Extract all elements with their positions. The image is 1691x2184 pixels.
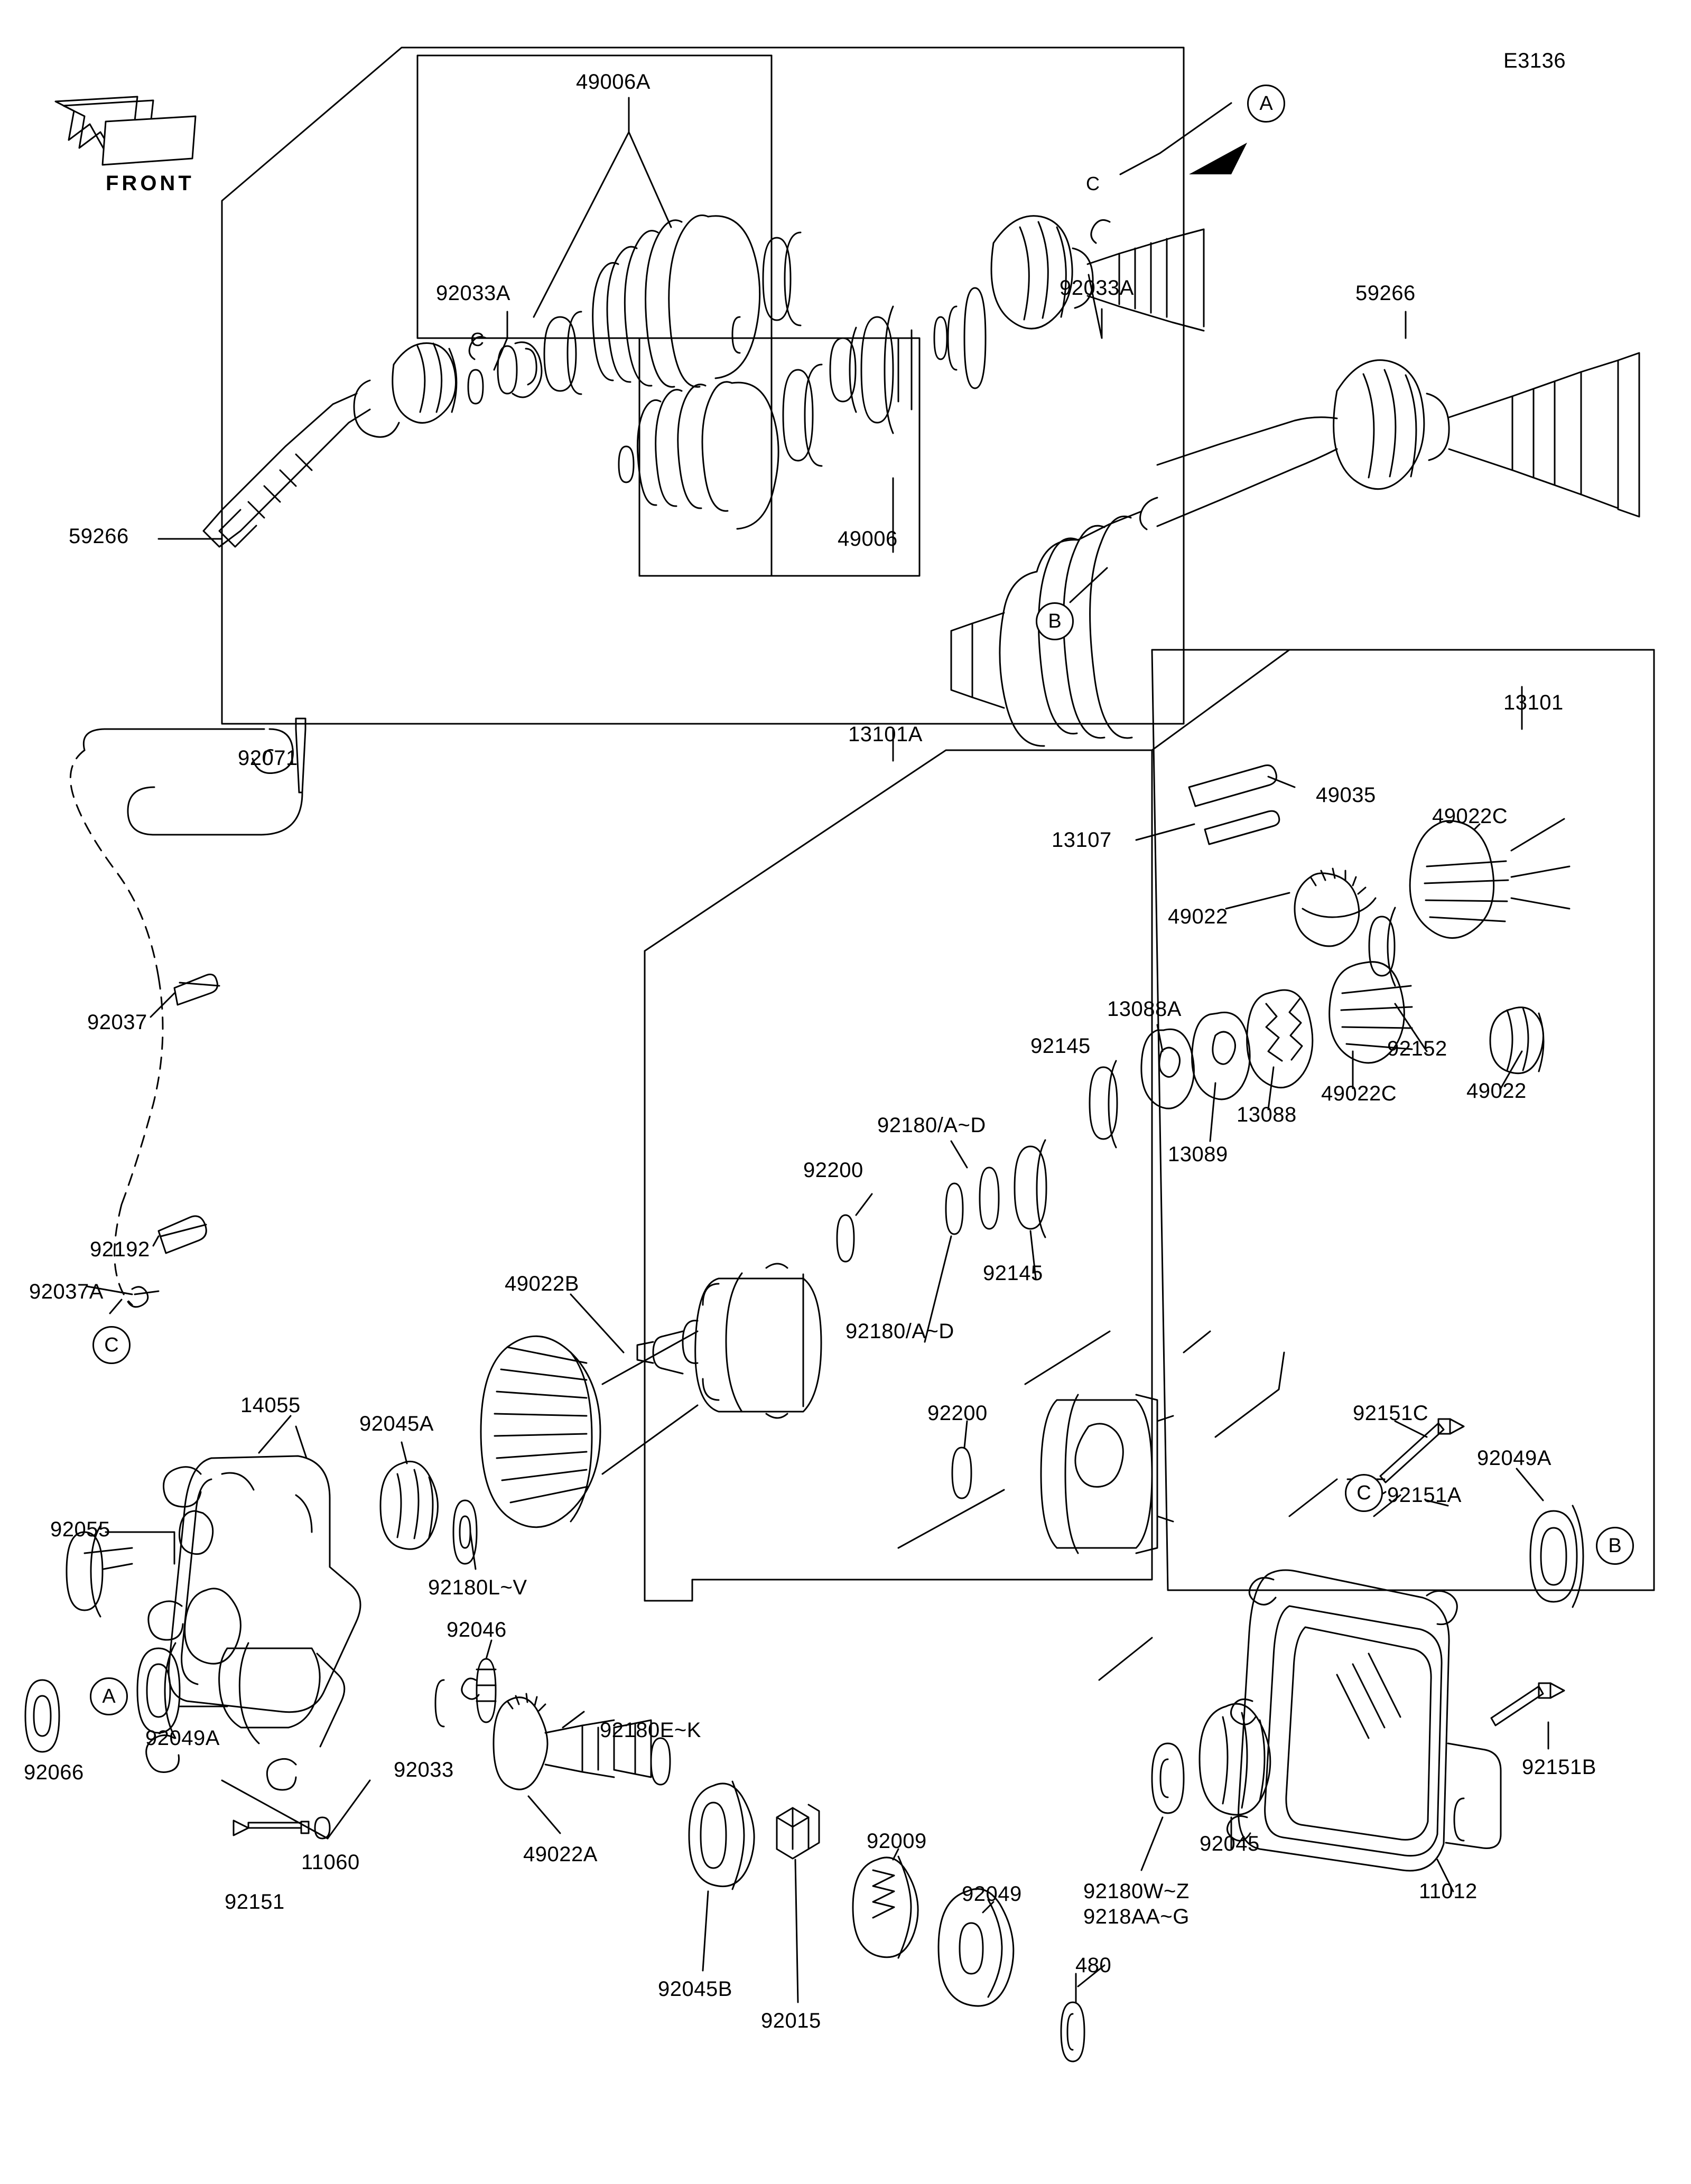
- part-callout-13088A: 13088A: [1107, 997, 1182, 1021]
- part-callout-13107: 13107: [1052, 828, 1112, 852]
- part-callout-92180AD-upper: 92180/A~D: [877, 1114, 986, 1137]
- part-callout-92049A-right: 92049A: [1477, 1446, 1551, 1470]
- part-callout-11060: 11060: [301, 1851, 360, 1874]
- part-callout-92045A: 92045A: [359, 1412, 434, 1435]
- part-callout-92033A-left: 92033A: [436, 282, 510, 305]
- reference-marker-b-right: B: [1596, 1527, 1634, 1565]
- part-callout-49006A: 49006A: [576, 70, 651, 94]
- part-callout-92037: 92037: [87, 1011, 147, 1034]
- clip-marker-c-right: C: [1086, 173, 1100, 194]
- reference-marker-a-top: A: [1247, 85, 1285, 123]
- part-callout-92151C: 92151C: [1353, 1402, 1429, 1425]
- part-callout-49022A: 49022A: [523, 1843, 598, 1866]
- part-callout-49006: 49006: [838, 527, 898, 550]
- part-callout-92145-lower: 92145: [983, 1262, 1043, 1285]
- part-callout-92192: 92192: [90, 1238, 150, 1261]
- reference-marker-a-bottom: A: [90, 1677, 128, 1715]
- reference-marker-b-top: B: [1036, 602, 1074, 640]
- part-callout-92037A: 92037A: [29, 1280, 104, 1303]
- part-callout-49022C-mid: 49022C: [1321, 1082, 1397, 1105]
- part-callout-49022B: 49022B: [505, 1272, 579, 1295]
- part-callout-92046: 92046: [447, 1618, 507, 1641]
- part-callout-92045: 92045: [1200, 1832, 1260, 1855]
- part-callout-14055: 14055: [240, 1394, 301, 1417]
- part-callout-92180EK: 92180E~K: [600, 1719, 701, 1742]
- sheet-code: E3136: [1503, 49, 1566, 72]
- part-callout-92066: 92066: [24, 1761, 84, 1784]
- front-direction-label: FRONT: [106, 172, 194, 195]
- part-callout-92033: 92033: [394, 1758, 454, 1781]
- part-callout-11012: 11012: [1419, 1880, 1478, 1903]
- reference-marker-c-right: C: [1345, 1474, 1383, 1512]
- part-callout-92033A-right: 92033A: [1060, 276, 1134, 300]
- part-callout-13089: 13089: [1168, 1143, 1228, 1166]
- part-callout-13101: 13101: [1503, 691, 1564, 714]
- part-callout-92071: 92071: [238, 746, 298, 770]
- clip-marker-c-left: C: [470, 329, 485, 350]
- part-callout-49022C-top: 49022C: [1432, 805, 1508, 828]
- part-callout-92200-lower: 92200: [927, 1402, 988, 1425]
- part-callout-92200-upper: 92200: [803, 1159, 863, 1182]
- part-callout-92009: 92009: [867, 1830, 927, 1853]
- part-callout-480: 480: [1075, 1954, 1112, 1977]
- part-callout-92151A: 92151A: [1387, 1483, 1462, 1507]
- reference-marker-c-left: C: [92, 1326, 131, 1364]
- part-callout-13101A: 13101A: [848, 723, 923, 746]
- part-callout-92151: 92151: [225, 1890, 285, 1914]
- part-callout-92152: 92152: [1387, 1037, 1447, 1060]
- part-callout-59266-left: 59266: [69, 525, 129, 548]
- part-callout-92049A-left: 92049A: [145, 1726, 220, 1750]
- part-callout-92055: 92055: [50, 1518, 110, 1541]
- part-callout-49022-left: 49022: [1168, 905, 1228, 928]
- part-callout-92180LV: 92180L~V: [428, 1576, 527, 1599]
- part-callout-49022-right: 49022: [1466, 1079, 1527, 1103]
- part-callout-9218AAG: 9218AA~G: [1083, 1905, 1190, 1928]
- part-callout-49035: 49035: [1316, 783, 1376, 807]
- part-callout-92145-upper: 92145: [1030, 1034, 1091, 1058]
- part-callout-92180WZ: 92180W~Z: [1083, 1880, 1190, 1903]
- part-callout-13088: 13088: [1237, 1103, 1297, 1126]
- part-callout-92180AD-lower: 92180/A~D: [846, 1320, 954, 1343]
- part-callout-92015: 92015: [761, 2009, 821, 2032]
- part-callout-92151B: 92151B: [1522, 1756, 1596, 1779]
- part-callout-92049: 92049: [962, 1882, 1022, 1906]
- part-callout-59266-right: 59266: [1355, 282, 1416, 305]
- part-callout-92045B: 92045B: [658, 1977, 732, 2001]
